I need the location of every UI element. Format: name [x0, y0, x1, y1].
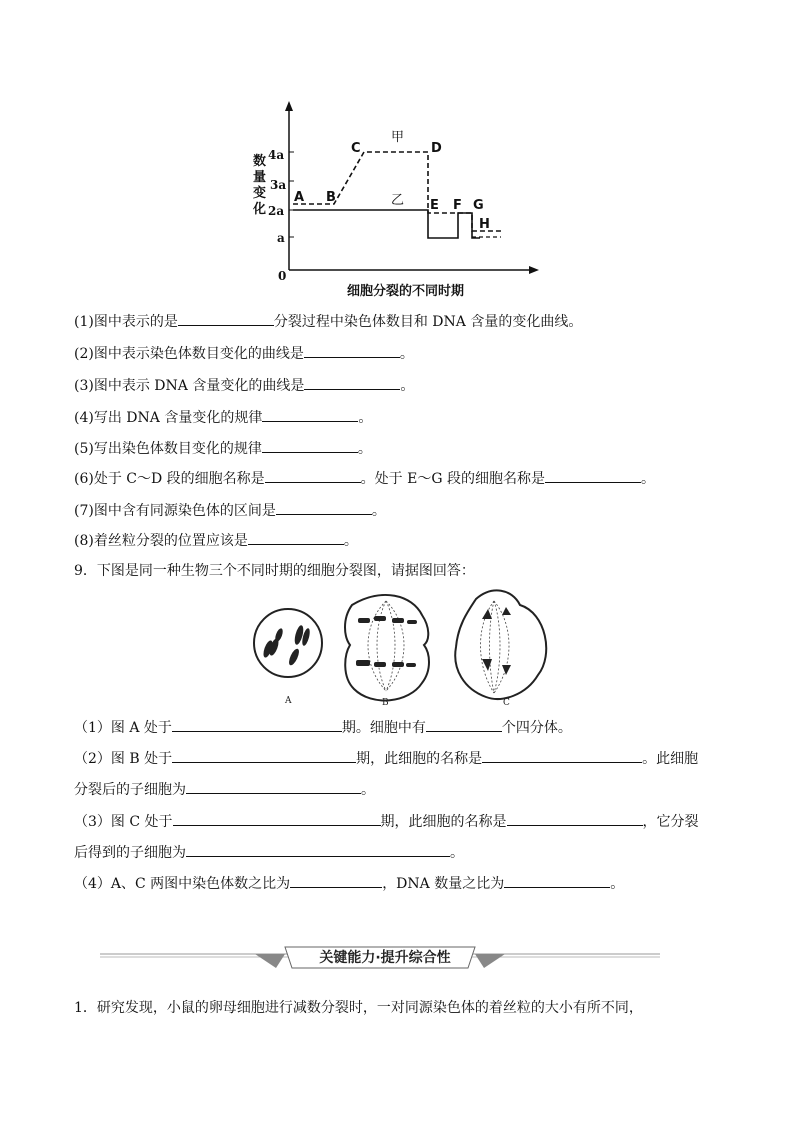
answer-blank[interactable]	[545, 468, 641, 483]
answer-blank[interactable]	[262, 438, 358, 453]
question-text: 。	[399, 346, 414, 362]
q9-sub2b	[74, 779, 375, 799]
y-tick-label: 2a	[268, 204, 285, 218]
q9-sub4	[74, 873, 624, 893]
answer-blank[interactable]	[276, 500, 372, 515]
q9-sub3	[74, 811, 699, 831]
cell-a	[254, 609, 322, 706]
section-header	[100, 940, 670, 974]
y-axis-label: 数 量 变 化	[253, 154, 267, 217]
answer-blank[interactable]	[426, 717, 502, 732]
question-text: 。	[358, 410, 373, 426]
answer-blank[interactable]	[304, 343, 400, 358]
question-text: （2）图 B 处于	[74, 751, 173, 767]
y-tick-label: 4a	[268, 148, 285, 162]
question-text: 。此细胞	[642, 751, 699, 767]
figure-chromosome-dna-curve	[250, 97, 550, 302]
answer-blank[interactable]	[186, 779, 361, 794]
point-label-d: D	[431, 141, 442, 156]
cell-label-a: A	[285, 696, 292, 706]
question-6	[74, 468, 655, 488]
answer-blank[interactable]	[173, 811, 381, 826]
answer-blank[interactable]	[178, 311, 274, 326]
x-axis-arrow	[529, 266, 539, 274]
question-text: 期，此细胞的名称是	[356, 751, 483, 767]
answer-blank[interactable]	[265, 468, 361, 483]
question-text: ，它分裂	[642, 814, 699, 830]
point-label-a: A	[294, 190, 305, 205]
question-8	[74, 530, 358, 550]
question-7	[74, 500, 386, 520]
question-text: (5)写出染色体数目变化的规律	[74, 441, 262, 457]
y-axis-arrow	[285, 101, 293, 111]
cell-label-c: C	[503, 698, 510, 708]
question-text: 后得到的子细胞为	[74, 845, 186, 861]
question-text: 分裂过程中染色体数目和 DNA 含量的变化曲线。	[273, 314, 583, 330]
question-text: （4）A、C 两图中染色体数之比为	[74, 876, 291, 892]
point-label-h: H	[479, 217, 490, 232]
cell-c	[455, 590, 546, 708]
curve-yi	[293, 210, 480, 238]
answer-blank[interactable]	[507, 811, 643, 826]
figure-cell-division	[244, 585, 554, 710]
answer-blank[interactable]	[172, 717, 342, 732]
curve-jia	[293, 152, 501, 231]
question-text: 。	[357, 441, 372, 457]
answer-blank[interactable]	[186, 842, 450, 857]
question-text: (4)写出 DNA 含量变化的规律	[74, 410, 263, 426]
question-text: (3)图中表示 DNA 含量变化的曲线是	[74, 378, 305, 394]
point-label-f: F	[453, 198, 462, 213]
question-text: (1)图中表示的是	[74, 314, 178, 330]
point-label-e: E	[430, 198, 439, 213]
answer-blank[interactable]	[482, 748, 642, 763]
question-text: 。处于 E～G 段的细胞名称是	[360, 471, 545, 487]
question-text: 。	[371, 503, 386, 519]
question-text: 。	[361, 782, 375, 798]
question-text: 个四分体。	[501, 720, 572, 736]
answer-blank[interactable]	[304, 375, 400, 390]
question-2	[74, 343, 414, 363]
question-1	[74, 311, 582, 331]
point-label-g: G	[473, 198, 484, 213]
question-text: 期。细胞中有	[341, 720, 426, 736]
point-label-c: C	[351, 141, 361, 156]
question-text: 。	[610, 876, 625, 892]
question-text: 分裂后的子细胞为	[74, 782, 186, 798]
question-9-stem: 9．下图是同一种生物三个不同时期的细胞分裂图，请据图回答：	[74, 563, 475, 579]
point-label-b: B	[326, 190, 336, 205]
question-text: (2)图中表示染色体数目变化的曲线是	[74, 346, 304, 362]
curve-label-yi: 乙	[391, 193, 405, 208]
question-last: 1．研究发现，小鼠的卵母细胞进行减数分裂时，一对同源染色体的着丝粒的大小有所不同，	[74, 1000, 643, 1016]
question-text: 。	[450, 845, 464, 861]
origin-label: 0	[278, 269, 287, 283]
q9-sub1	[74, 717, 572, 737]
question-text: (6)处于 C～D 段的细胞名称是	[74, 471, 265, 487]
question-text: 。	[400, 378, 415, 394]
question-text: (7)图中含有同源染色体的区间是	[74, 503, 276, 519]
question-text: 期，此细胞的名称是	[380, 814, 507, 830]
question-4	[74, 407, 372, 427]
answer-blank[interactable]	[262, 407, 358, 422]
question-text: （3）图 C 处于	[74, 814, 173, 830]
question-text: 。	[640, 471, 655, 487]
section-title: 关键能力·提升综合性	[319, 950, 451, 966]
y-tick-label: a	[277, 231, 285, 245]
y-tick-label: 3a	[270, 178, 287, 192]
question-text: ，DNA 数量之比为	[382, 876, 505, 892]
curve-label-jia: 甲	[391, 130, 405, 145]
q9-sub2	[74, 748, 698, 768]
question-3	[74, 375, 414, 395]
question-text: （1）图 A 处于	[74, 720, 172, 736]
question-text: (8)着丝粒分裂的位置应该是	[74, 533, 248, 549]
answer-blank[interactable]	[290, 873, 382, 888]
q9-sub3b	[74, 842, 464, 862]
x-axis-label: 细胞分裂的不同时期	[347, 284, 465, 299]
cell-label-b: B	[382, 698, 389, 708]
cell-b	[345, 595, 429, 708]
answer-blank[interactable]	[248, 530, 344, 545]
answer-blank[interactable]	[172, 748, 356, 763]
question-text: 。	[343, 533, 358, 549]
question-5	[74, 438, 372, 458]
answer-blank[interactable]	[504, 873, 610, 888]
